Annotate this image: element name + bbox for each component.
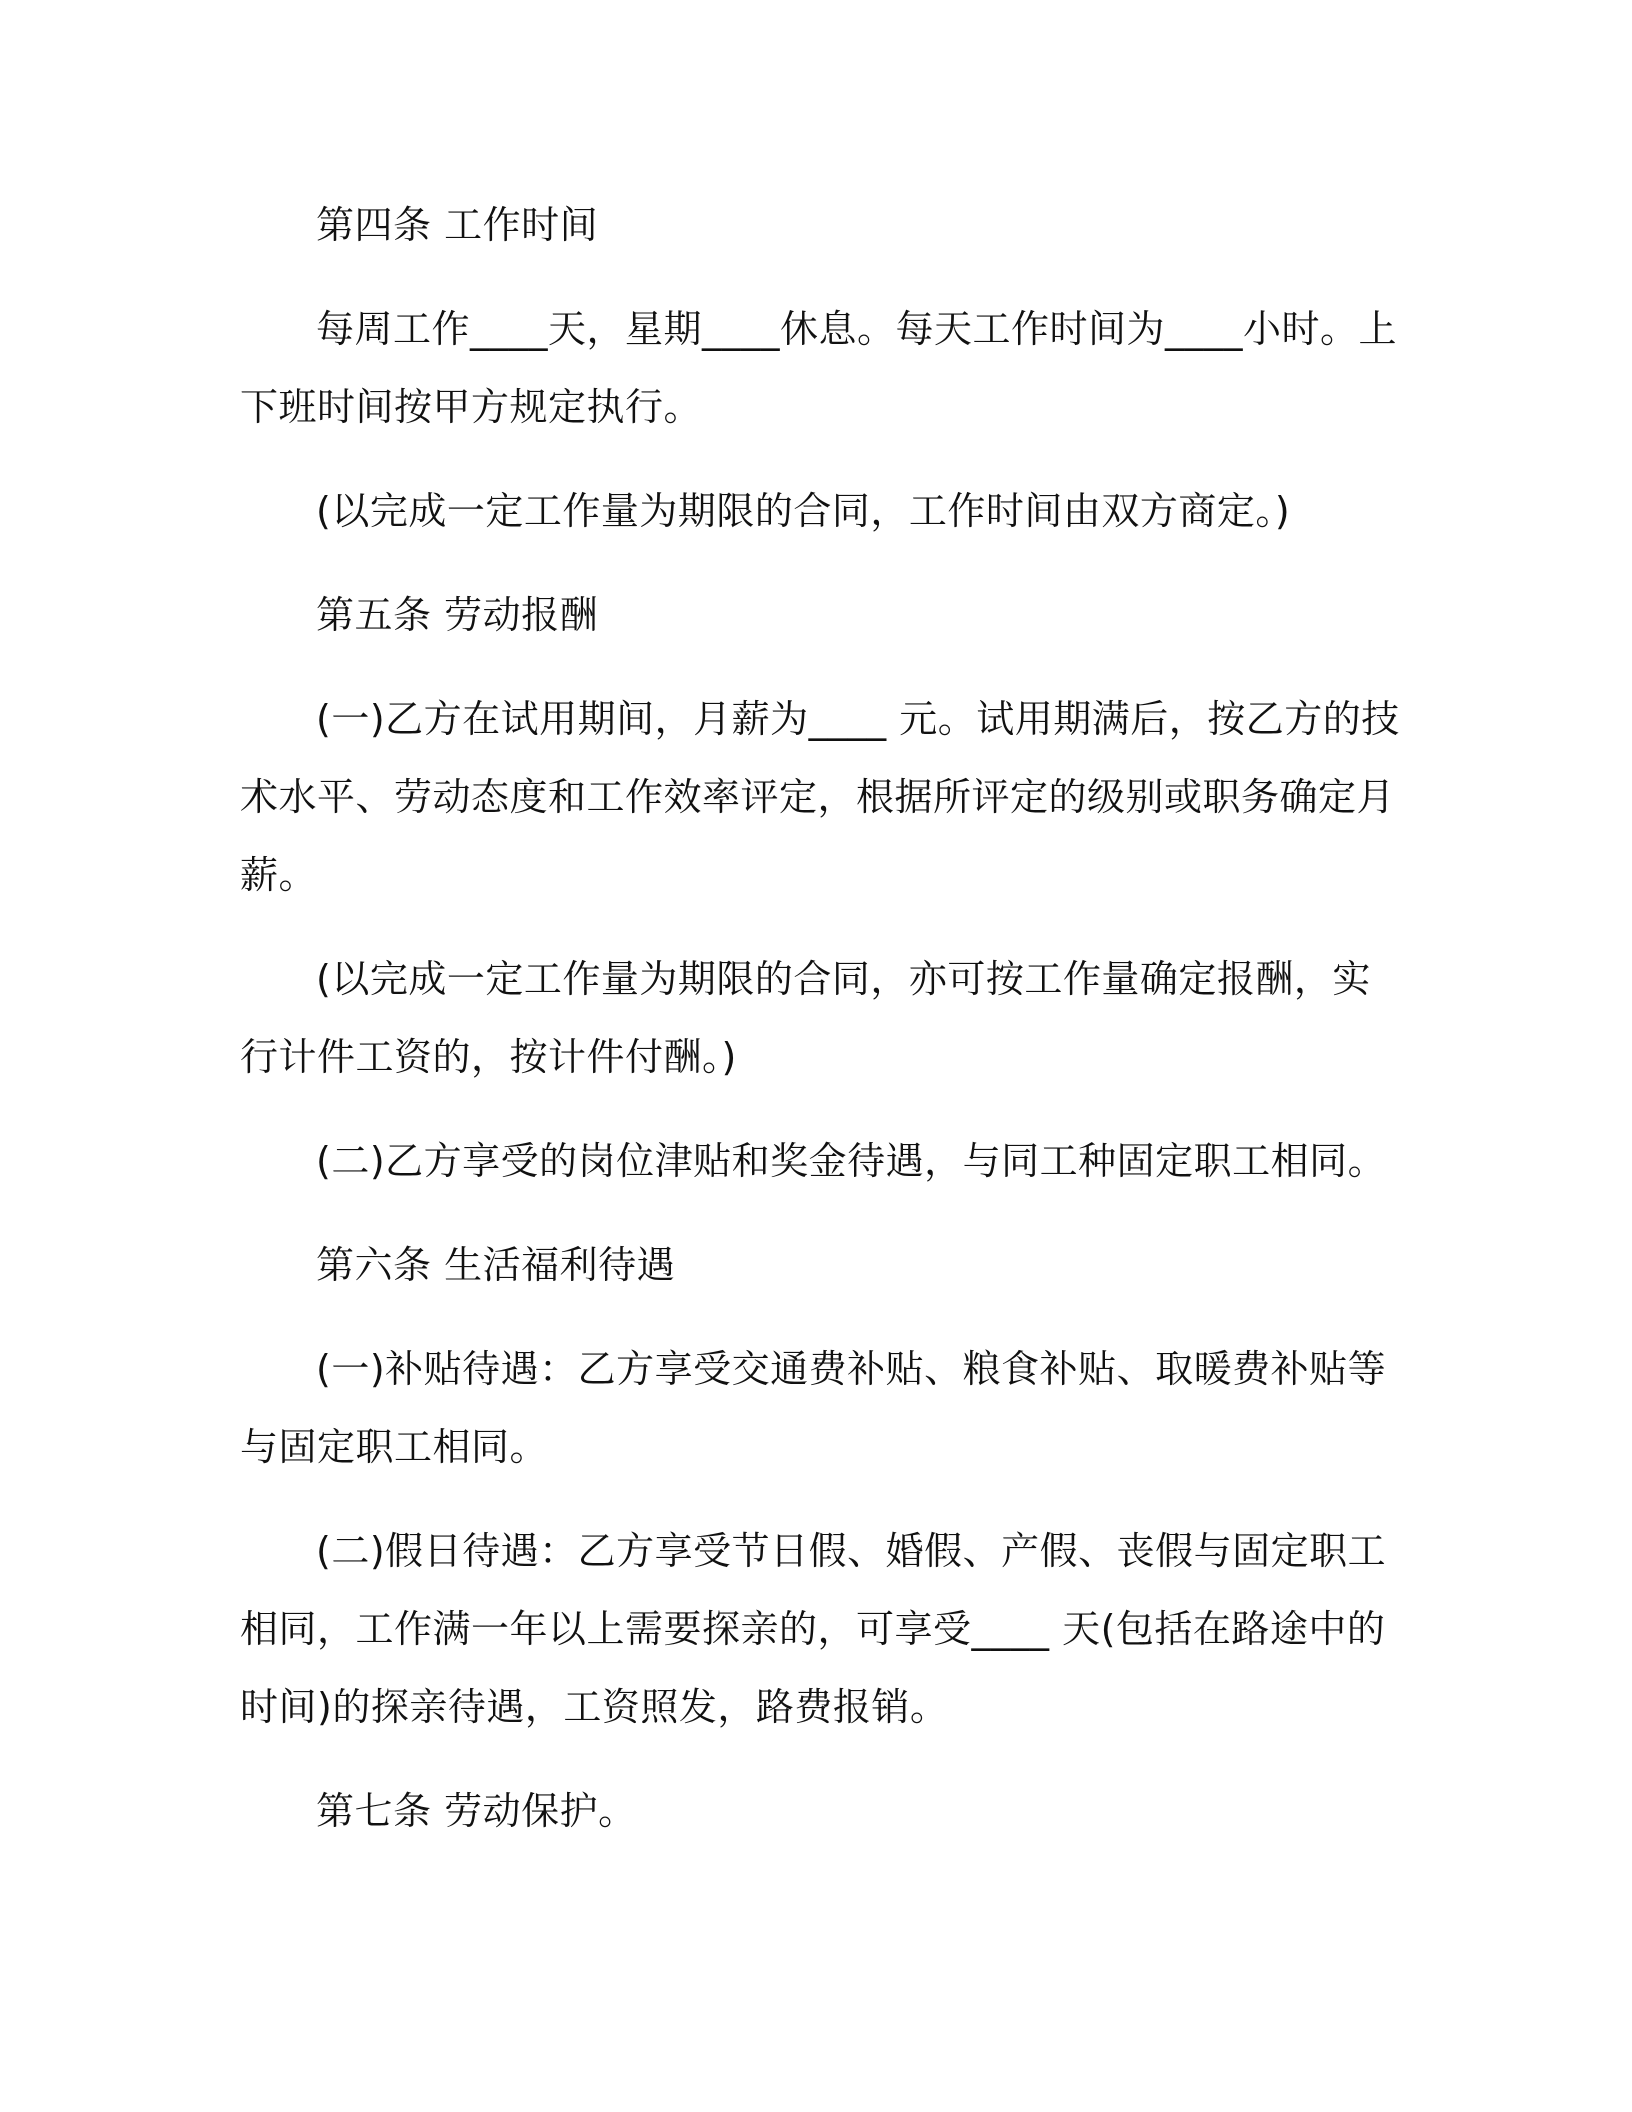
article-5-allowance: (二)乙方享受的岗位津贴和奖金待遇，与同工种固定职工相同。 — [316, 1139, 1387, 1183]
document-body — [240, 186, 1400, 1850]
article-4-heading: 第四条 工作时间 — [316, 203, 599, 247]
article-5-note: (以完成一定工作量为期限的合同，亦可按工作量确定报酬，实行计件工资的，按计件付酬。) — [240, 957, 1371, 1079]
article-7-heading: 第七条 劳动保护。 — [316, 1789, 637, 1833]
article-6-holidays: (二)假日待遇：乙方享受节日假、婚假、产假、丧假与固定职工相同，工作满一年以上需要探亲的，可享受____ 天(包括在路途中的时间)的探亲待遇，工资照发，路费报销。 — [240, 1529, 1387, 1729]
article-5-heading: 第五条 劳动报酬 — [316, 593, 599, 637]
article-5-salary: (一)乙方在试用期间，月薪为____ 元。试用期满后，按乙方的技术水平、劳动态度和工作效率评定，根据所评定的级别或职务确定月薪。 — [240, 697, 1400, 897]
article-6-heading: 第六条 生活福利待遇 — [316, 1243, 676, 1287]
article-4-note: (以完成一定工作量为期限的合同，工作时间由双方商定。) — [316, 489, 1291, 533]
article-4-work-schedule: 每周工作____天，星期____休息。每天工作时间为____小时。上下班时间按甲方规定执行。 — [240, 307, 1398, 429]
article-6-subsidy: (一)补贴待遇：乙方享受交通费补贴、粮食补贴、取暖费补贴等与固定职工相同。 — [240, 1347, 1387, 1469]
